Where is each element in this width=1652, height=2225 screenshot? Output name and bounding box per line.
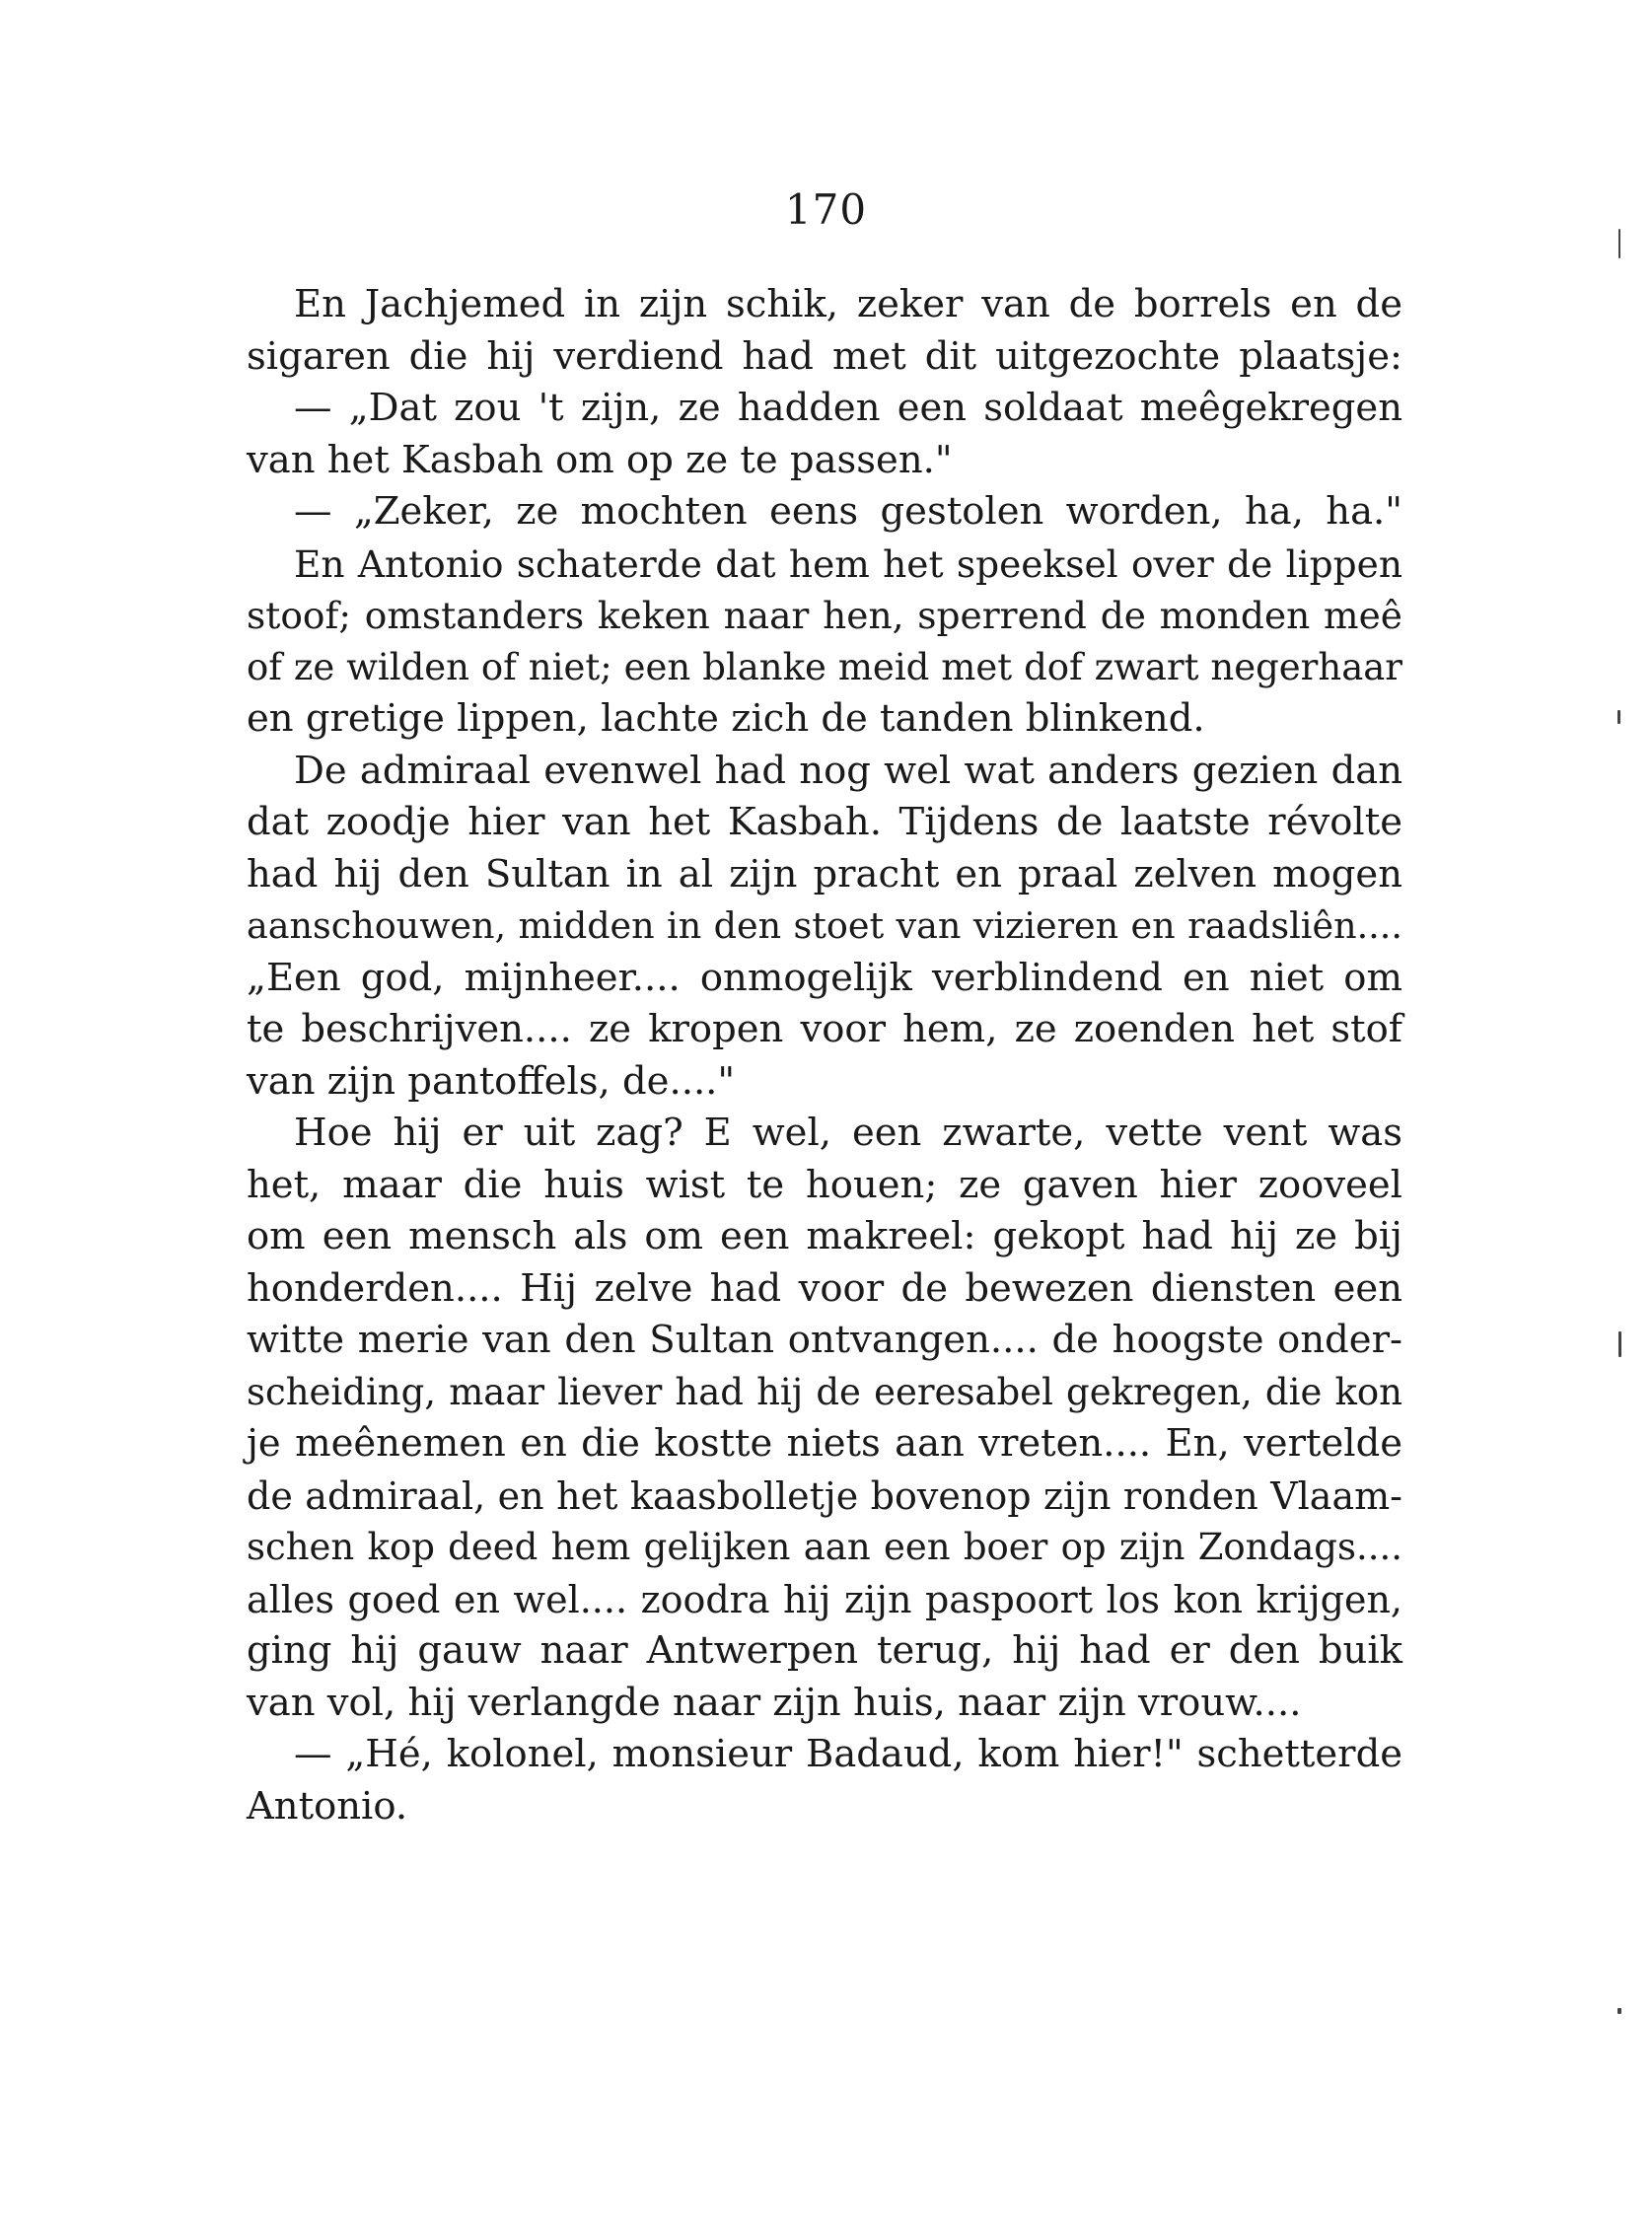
text-line: scheiding, maar liever had hij de eeresabel gekregen, die kon — [247, 1370, 1402, 1413]
text-line: had hij den Sultan in al zijn pracht en praal zelven mogen — [247, 851, 1402, 897]
text-line: „Een god, mijnheer.... onmogelijk verblindend en niet om — [247, 955, 1402, 1000]
text-line: het, maar die huis wist te houen; ze gaven hier zooveel — [247, 1162, 1402, 1207]
text-line: ging hij gauw naar Antwerpen terug, hij had er den buik — [247, 1628, 1402, 1673]
text-line: En Jachjemed in zijn schik, zeker van de borrels en de — [294, 282, 1402, 326]
text-line: aanschouwen, midden in den stoet van vizieren en raadsliên.... — [247, 904, 1402, 947]
text-line: stoof; omstanders keken naar hen, sperrend de monden meê — [247, 594, 1402, 637]
text-line: of ze wilden of niet; een blanke meid met dof zwart negerhaar — [247, 645, 1402, 688]
text-line: — „Hé, kolonel, monsieur Badaud, kom hier!" schetterde — [294, 1732, 1402, 1776]
text-line: je meênemen en die kostte niets aan vreten.... En, vertelde — [247, 1421, 1402, 1466]
body-text — [247, 279, 1402, 1832]
text-line: te beschrijven.... ze kropen voor hem, ze zoenden het stof — [247, 1007, 1402, 1051]
text-line: van het Kasbah om op ze te passen." — [247, 437, 953, 482]
scan-speck — [1617, 2008, 1621, 2014]
text-line: — „Zeker, ze mochten eens gestolen worden, ha, ha." — [294, 489, 1402, 534]
text-line: dat zoodje hier van het Kasbah. Tijdens de laatste révolte — [247, 800, 1402, 844]
text-line: sigaren die hij verdiend had met dit uitgezochte plaatsje: — [247, 333, 1402, 379]
text-line: schen kop deed hem gelijken aan een boer op zijn Zondags.... — [247, 1526, 1402, 1568]
text-line: van zijn pantoffels, de...." — [247, 1058, 736, 1104]
scan-speck — [1618, 1331, 1621, 1357]
text-line: Hoe hij er uit zag? E wel, een zwarte, vette vent was — [294, 1111, 1402, 1155]
scan-speck — [1617, 710, 1620, 724]
text-line: alles goed en wel.... zoodra hij zijn paspoort los kon krijgen, — [247, 1577, 1402, 1621]
text-line: En Antonio schaterde dat hem het speeksel over de lippen — [294, 541, 1402, 586]
text-line: honderden.... Hij zelve had voor de bewezen diensten een — [247, 1265, 1402, 1311]
text-line: de admiraal, en het kaasbolletje bovenop zijn ronden Vlaam- — [247, 1473, 1402, 1518]
scan-speck — [1618, 229, 1620, 258]
text-line: — „Dat zou 't zijn, ze hadden een soldaat meêgekregen — [294, 386, 1402, 430]
text-line: van vol, hij verlangde naar zijn huis, naar zijn vrouw.... — [247, 1680, 1302, 1725]
text-line: witte merie van den Sultan ontvangen.... de hoogste onder- — [247, 1318, 1402, 1362]
text-line: om een mensch als om een makreel: gekopt had hij ze bij — [247, 1214, 1402, 1258]
text-line: De admiraal evenwel had nog wel wat anders gezien dan — [294, 748, 1402, 793]
text-line: Antonio. — [247, 1783, 408, 1829]
text-line: en gretige lippen, lachte zich de tanden blinkend. — [247, 696, 1205, 741]
page-number: 170 — [784, 185, 868, 234]
